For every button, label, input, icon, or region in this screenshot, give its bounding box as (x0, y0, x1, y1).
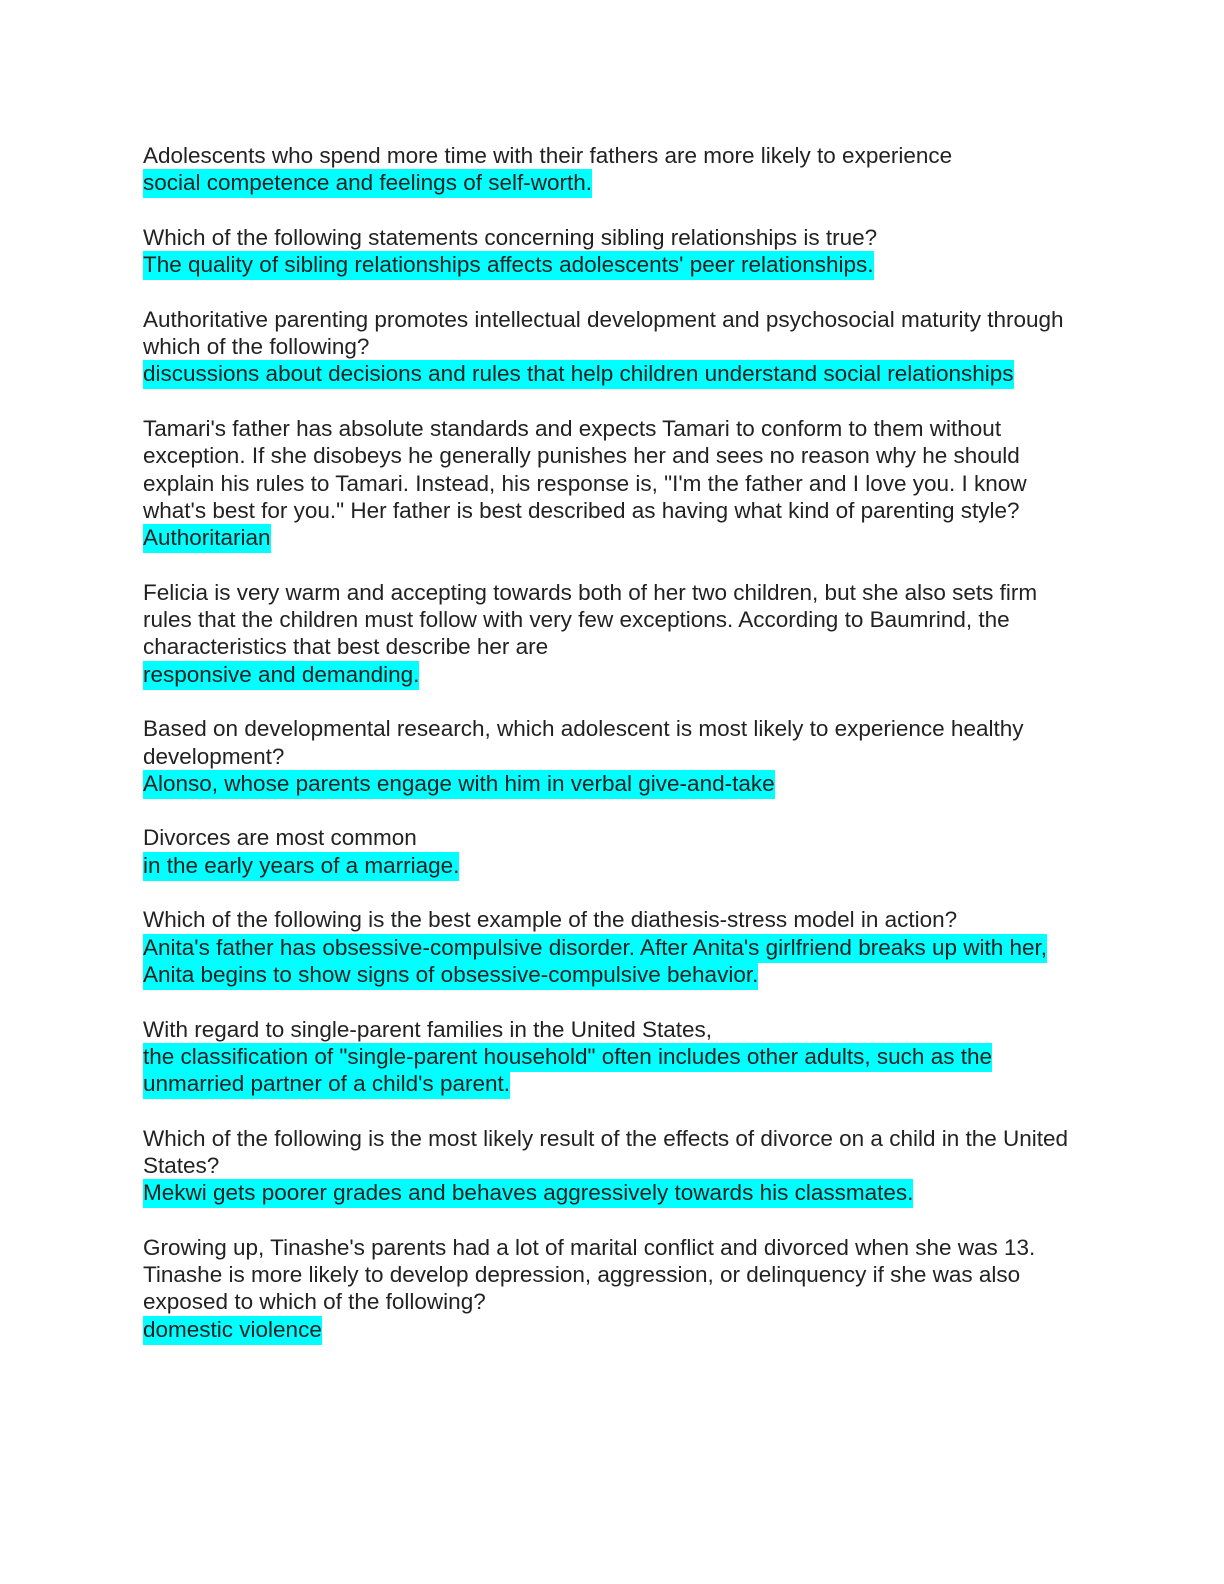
answer-text (143, 251, 1083, 278)
question-text: With regard to single-parent families in the United States, (143, 1016, 713, 1042)
qa-item (143, 142, 1083, 197)
answer-highlight: Mekwi gets poorer grades and behaves aggressively towards his classmates. (143, 1179, 913, 1208)
question-text: Based on developmental research, which adolescent is most likely to experience healthy development? (143, 716, 1024, 769)
question-text: Authoritative parenting promotes intellectual development and psychosocial maturity through which of the following? (143, 306, 1064, 360)
answer-highlight: responsive and demanding. (143, 661, 419, 690)
answer-text (143, 1316, 1083, 1343)
answer-highlight: discussions about decisions and rules that help children understand social relationships (143, 360, 1014, 389)
qa-item (143, 906, 1083, 988)
question-text: Divorces are most common (143, 825, 417, 851)
question-text: Which of the following statements concerning sibling relationships is true? (143, 224, 878, 250)
answer-highlight: domestic violence (143, 1316, 322, 1345)
question-text: Adolescents who spend more time with their fathers are more likely to experience (143, 143, 953, 168)
answer-text (143, 934, 1083, 989)
question-text: Felicia is very warm and accepting towards both of her two children, but she also sets firm rules that the children must follow with very few exceptions. According to Baumrind, the characteristics that best describe her are (143, 579, 1038, 660)
answer-text (143, 1179, 1083, 1206)
question-text: Which of the following is the most likely result of the effects of divorce on a child in the United States? (143, 1125, 1069, 1178)
document-page (143, 142, 1083, 1370)
answer-highlight: Anita's father has obsessive-compulsive disorder. After Anita's girlfriend breaks up with her, Anita begins to show signs of obsessive-compulsive behavior. (143, 934, 1047, 990)
qa-item (143, 306, 1083, 388)
answer-text (143, 524, 1083, 551)
qa-item (143, 1234, 1083, 1343)
answer-highlight: The quality of sibling relationships affects adolescents' peer relationships. (143, 251, 874, 280)
qa-item (143, 415, 1083, 551)
answer-highlight: social competence and feelings of self-worth. (143, 169, 592, 198)
answer-highlight: Authoritarian (143, 524, 271, 553)
answer-highlight: Alonso, whose parents engage with him in verbal give-and-take (143, 770, 775, 799)
question-text: Which of the following is the best example of the diathesis-stress model in action? (143, 907, 958, 933)
answer-highlight: the classification of "single-parent household" often includes other adults, such as the unmarried partner of a child's parent. (143, 1043, 992, 1099)
answer-text (143, 1043, 1083, 1098)
question-text: Growing up, Tinashe's parents had a lot of marital conflict and divorced when she was 13. Tinashe is more likely to develop depression, aggression, or delinquency if she was also exposed to which of the following? (143, 1234, 1036, 1315)
question-text: Tamari's father has absolute standards and expects Tamari to conform to them without exception. If she disobeys he generally punishes her and sees no reason why he should explain his rules to Tamari. Instead, his response is, "I'm the father and I love you. I know what's best for you." Her father is best described as having what kind of parenting style? (143, 415, 1027, 523)
answer-text (143, 852, 1083, 879)
answer-highlight: in the early years of a marriage. (143, 852, 459, 881)
answer-text (143, 770, 1083, 797)
qa-item (143, 715, 1083, 797)
answer-text (143, 661, 1083, 688)
qa-item (143, 224, 1083, 279)
answer-text (143, 169, 1083, 196)
qa-item (143, 1016, 1083, 1098)
qa-item (143, 579, 1083, 688)
qa-item (143, 1125, 1083, 1207)
answer-text (143, 360, 1083, 387)
qa-item (143, 824, 1083, 879)
